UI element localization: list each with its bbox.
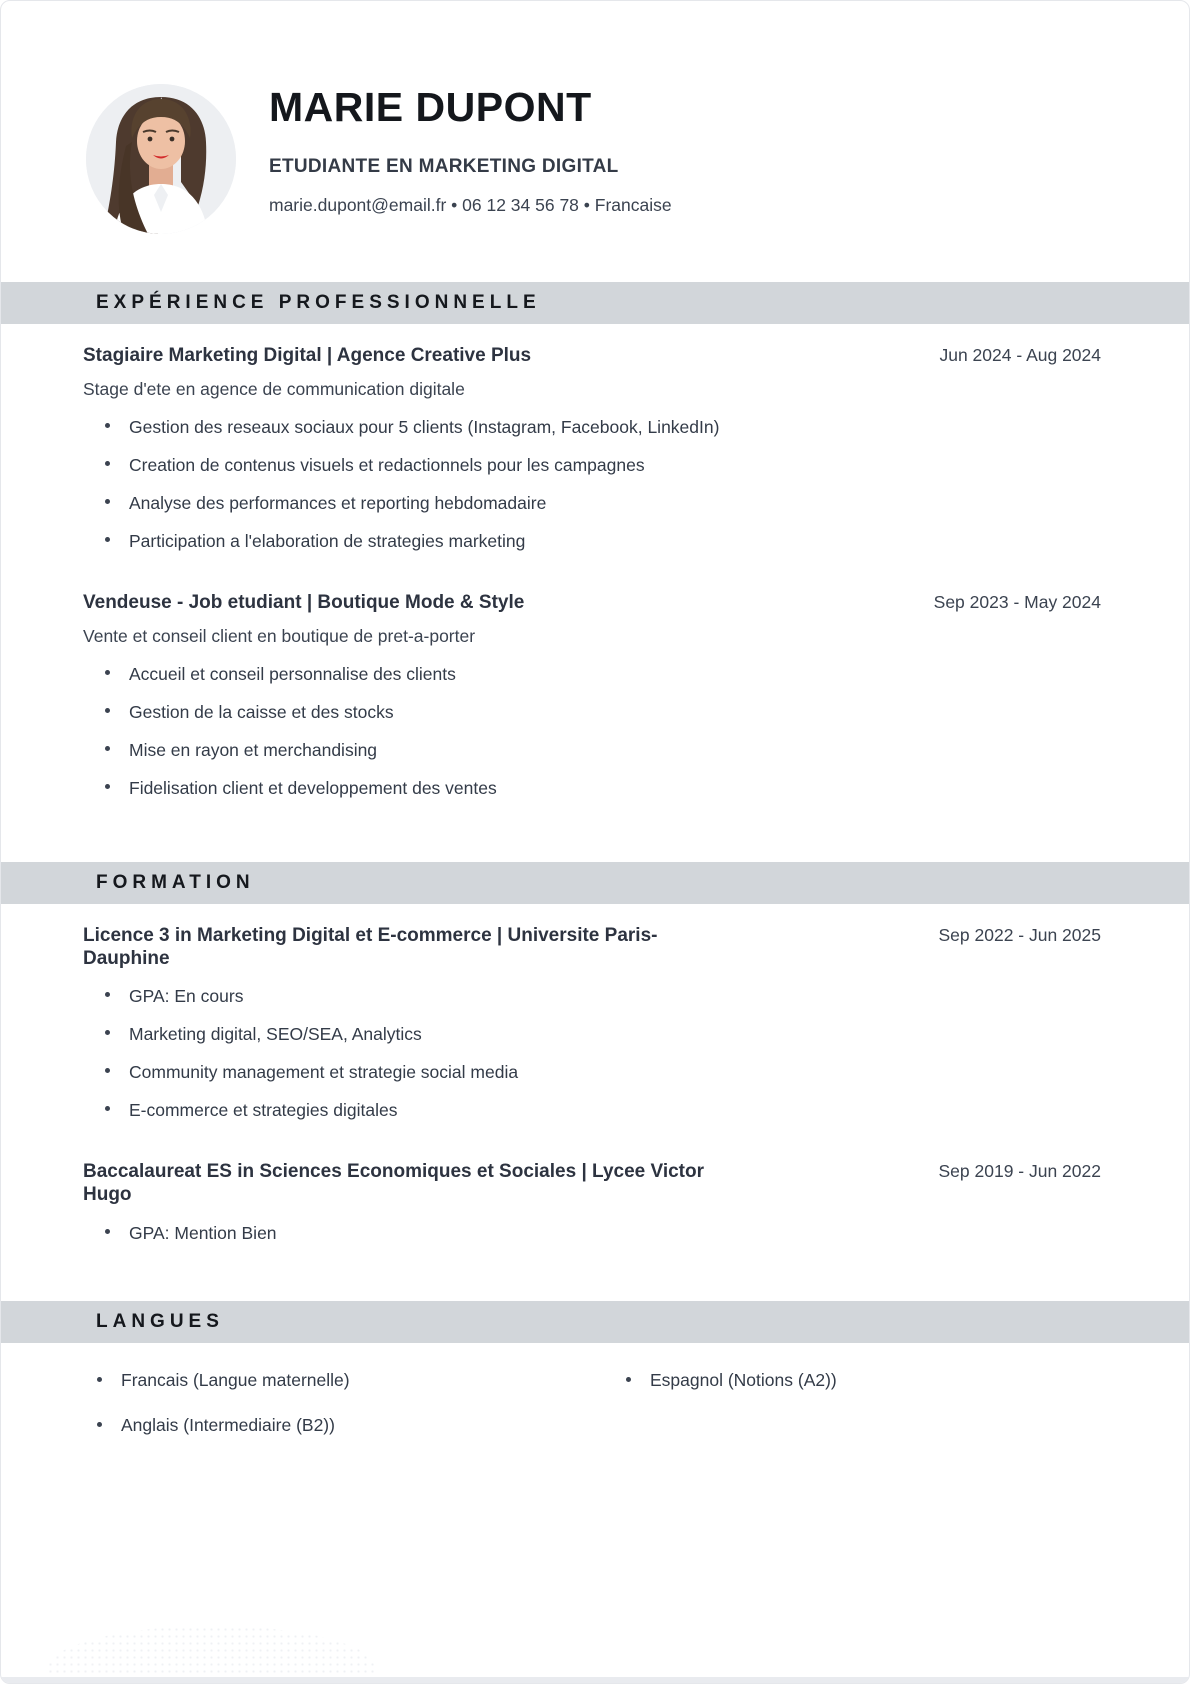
woman-portrait-illustration xyxy=(86,84,236,234)
school-bullet: GPA: Mention Bien xyxy=(83,1222,1101,1245)
job-title: Vendeuse - Job etudiant | Boutique Mode & Style xyxy=(83,591,525,613)
resume-header xyxy=(1,1,1189,234)
job-bullet: Accueil et conseil personnalise des clients xyxy=(83,663,1101,686)
school-dates: Sep 2022 - Jun 2025 xyxy=(938,924,1101,945)
section-heading-experience: EXPÉRIENCE PROFESSIONNELLE xyxy=(96,292,541,313)
header-text-block xyxy=(269,84,672,216)
entry-head xyxy=(83,591,1101,614)
contact-line: marie.dupont@email.fr • 06 12 34 56 78 • Francaise xyxy=(269,195,672,216)
school-bullet: Community management et strategie social media xyxy=(83,1061,1101,1084)
langues-section xyxy=(1,1343,1189,1437)
job-title: Stagiaire Marketing Digital | Agence Creative Plus xyxy=(83,345,532,366)
job-bullet: Analyse des performances et reporting hebdomadaire xyxy=(83,492,1101,515)
watermark-dots xyxy=(47,1626,377,1678)
school-bullet: E-commerce et strategies digitales xyxy=(83,1099,1101,1122)
job-bullet: Gestion des reseaux sociaux pour 5 clients (Instagram, Facebook, LinkedIn) xyxy=(83,416,1101,439)
job-bullet: Mise en rayon et merchandising xyxy=(83,739,1101,762)
section-bar-langues xyxy=(1,1301,1189,1343)
formation-entry xyxy=(83,1160,1101,1244)
job-summary: Stage d'ete en agence de communication digitale xyxy=(83,379,465,400)
school-bullet-list xyxy=(83,985,1101,1122)
entry-head xyxy=(83,344,1101,367)
section-heading-formation: FORMATION xyxy=(96,871,255,893)
entry-head xyxy=(83,1160,1101,1206)
school-bullet: Marketing digital, SEO/SEA, Analytics xyxy=(83,1023,1101,1046)
formation-entry xyxy=(83,924,1101,1122)
school-dates: Sep 2019 - Jun 2022 xyxy=(938,1161,1101,1182)
school-bullet: GPA: En cours xyxy=(83,985,1101,1008)
school-bullet-list xyxy=(83,1222,1101,1245)
section-heading-langues: LANGUES xyxy=(96,1310,224,1332)
school-title: Baccalaureat ES in Sciences Economiques et Sociales | Lycee Victor Hugo xyxy=(83,1161,704,1206)
person-role: ETUDIANTE EN MARKETING DIGITAL xyxy=(269,156,619,178)
experience-entry xyxy=(83,344,1101,553)
language-item: Espagnol (Notions (A2)) xyxy=(612,1368,1101,1392)
entry-head xyxy=(83,924,1101,970)
section-bar-experience xyxy=(1,282,1189,324)
bottom-strip xyxy=(1,1677,1189,1683)
job-bullet: Gestion de la caisse et des stocks xyxy=(83,701,1101,724)
profile-photo xyxy=(86,84,236,234)
school-title: Licence 3 in Marketing Digital et E-commerce | Universite Paris-Dauphine xyxy=(83,924,658,970)
job-bullet: Fidelisation client et developpement des ventes xyxy=(83,777,1101,800)
experience-entry xyxy=(83,591,1101,800)
job-bullet: Participation a l'elaboration de strategies marketing xyxy=(83,530,1101,553)
job-dates: Jun 2024 - Aug 2024 xyxy=(939,345,1101,365)
language-item: Francais (Langue maternelle) xyxy=(83,1368,572,1392)
job-bullet-list xyxy=(83,416,1101,553)
language-list xyxy=(83,1368,1101,1437)
formation-section xyxy=(1,924,1189,1253)
language-item: Anglais (Intermediaire (B2)) xyxy=(83,1413,572,1437)
job-bullet-list xyxy=(83,663,1101,800)
job-dates: Sep 2023 - May 2024 xyxy=(933,591,1101,612)
job-bullet: Creation de contenus visuels et redactionnels pour les campagnes xyxy=(83,454,1101,477)
person-name: MARIE DUPONT xyxy=(269,84,592,130)
experience-section xyxy=(1,344,1189,814)
section-bar-formation xyxy=(1,862,1189,904)
job-summary: Vente et conseil client en boutique de pret-a-porter xyxy=(83,626,476,647)
